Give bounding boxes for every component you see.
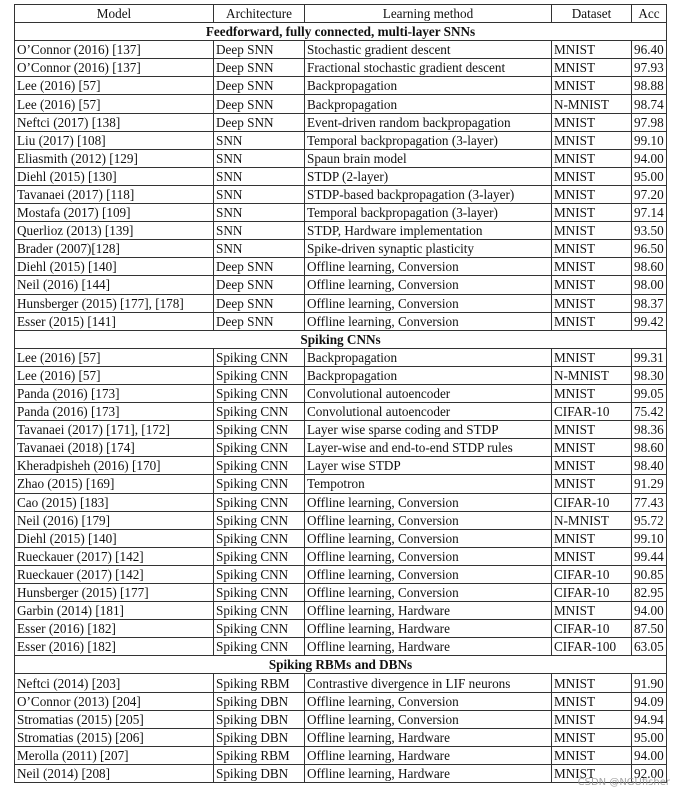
cell-model: Mostafa (2017) [109]: [15, 204, 214, 222]
section-header-row: [15, 330, 667, 348]
cell-acc: 94.09: [632, 692, 667, 710]
cell-architecture: SNN: [214, 204, 305, 222]
table-row: [15, 457, 667, 475]
table-row: [15, 294, 667, 312]
cell-dataset: MNIST: [552, 475, 632, 493]
table-row: [15, 547, 667, 565]
cell-dataset: MNIST: [552, 204, 632, 222]
cell-model: Lee (2016) [57]: [15, 366, 214, 384]
cell-learning-method: Backpropagation: [305, 95, 552, 113]
cell-dataset: MNIST: [552, 113, 632, 131]
cell-learning-method: STDP-based backpropagation (3-layer): [305, 185, 552, 203]
cell-model: Liu (2017) [108]: [15, 131, 214, 149]
cell-architecture: Spiking DBN: [214, 728, 305, 746]
cell-architecture: Spiking CNN: [214, 638, 305, 656]
section-title: Spiking CNNs: [15, 330, 667, 348]
table-row: [15, 204, 667, 222]
cell-model: Lee (2016) [57]: [15, 95, 214, 113]
cell-dataset: CIFAR-10: [552, 620, 632, 638]
cell-architecture: Spiking RBM: [214, 746, 305, 764]
cell-acc: 98.36: [632, 421, 667, 439]
cell-model: Querlioz (2013) [139]: [15, 222, 214, 240]
table-row: [15, 222, 667, 240]
cell-learning-method: Backpropagation: [305, 366, 552, 384]
cell-dataset: CIFAR-10: [552, 493, 632, 511]
cell-architecture: SNN: [214, 167, 305, 185]
cell-learning-method: Convolutional autoencoder: [305, 403, 552, 421]
cell-acc: 90.85: [632, 565, 667, 583]
cell-architecture: SNN: [214, 185, 305, 203]
cell-model: Tavanaei (2017) [171], [172]: [15, 421, 214, 439]
header-dataset: Dataset: [552, 5, 632, 23]
cell-acc: 75.42: [632, 403, 667, 421]
cell-learning-method: Contrastive divergence in LIF neurons: [305, 674, 552, 692]
cell-model: Kheradpisheh (2016) [170]: [15, 457, 214, 475]
cell-dataset: N-MNIST: [552, 95, 632, 113]
cell-learning-method: Offline learning, Hardware: [305, 602, 552, 620]
cell-architecture: Spiking CNN: [214, 457, 305, 475]
cell-dataset: MNIST: [552, 674, 632, 692]
cell-model: Merolla (2011) [207]: [15, 746, 214, 764]
cell-dataset: MNIST: [552, 421, 632, 439]
cell-learning-method: Tempotron: [305, 475, 552, 493]
cell-learning-method: Temporal backpropagation (3-layer): [305, 204, 552, 222]
cell-acc: 87.50: [632, 620, 667, 638]
cell-learning-method: Offline learning, Hardware: [305, 638, 552, 656]
cell-acc: 96.40: [632, 41, 667, 59]
cell-learning-method: Offline learning, Conversion: [305, 511, 552, 529]
table-row: [15, 584, 667, 602]
cell-dataset: MNIST: [552, 276, 632, 294]
cell-dataset: MNIST: [552, 149, 632, 167]
table-row: [15, 348, 667, 366]
cell-model: Esser (2015) [141]: [15, 312, 214, 330]
cell-architecture: Deep SNN: [214, 77, 305, 95]
cell-acc: 98.00: [632, 276, 667, 294]
cell-architecture: Deep SNN: [214, 276, 305, 294]
cell-model: Panda (2016) [173]: [15, 403, 214, 421]
table-row: [15, 529, 667, 547]
cell-learning-method: Offline learning, Conversion: [305, 258, 552, 276]
cell-model: Neil (2016) [144]: [15, 276, 214, 294]
cell-acc: 94.94: [632, 710, 667, 728]
cell-learning-method: Offline learning, Conversion: [305, 493, 552, 511]
cell-dataset: MNIST: [552, 728, 632, 746]
cell-acc: 99.10: [632, 529, 667, 547]
header-model: Model: [15, 5, 214, 23]
cell-acc: 98.40: [632, 457, 667, 475]
cell-dataset: MNIST: [552, 240, 632, 258]
section-header-row: [15, 656, 667, 674]
table-row: [15, 565, 667, 583]
cell-dataset: MNIST: [552, 222, 632, 240]
cell-learning-method: Offline learning, Conversion: [305, 294, 552, 312]
cell-dataset: CIFAR-100: [552, 638, 632, 656]
cell-dataset: MNIST: [552, 348, 632, 366]
cell-dataset: CIFAR-10: [552, 403, 632, 421]
table-row: [15, 131, 667, 149]
cell-learning-method: Layer wise sparse coding and STDP: [305, 421, 552, 439]
cell-dataset: MNIST: [552, 457, 632, 475]
cell-model: Tavanaei (2017) [118]: [15, 185, 214, 203]
cell-model: Diehl (2015) [130]: [15, 167, 214, 185]
cell-dataset: MNIST: [552, 746, 632, 764]
cell-architecture: Spiking CNN: [214, 366, 305, 384]
cell-architecture: SNN: [214, 222, 305, 240]
section-title: Spiking RBMs and DBNs: [15, 656, 667, 674]
cell-dataset: MNIST: [552, 258, 632, 276]
cell-model: O’Connor (2016) [137]: [15, 59, 214, 77]
cell-acc: 98.88: [632, 77, 667, 95]
cell-learning-method: Offline learning, Hardware: [305, 764, 552, 782]
cell-architecture: Spiking CNN: [214, 493, 305, 511]
cell-acc: 99.05: [632, 384, 667, 402]
table-row: [15, 149, 667, 167]
cell-acc: 97.93: [632, 59, 667, 77]
table-row: [15, 493, 667, 511]
cell-architecture: Deep SNN: [214, 312, 305, 330]
cell-architecture: Deep SNN: [214, 95, 305, 113]
cell-acc: 99.42: [632, 312, 667, 330]
cell-model: Garbin (2014) [181]: [15, 602, 214, 620]
cell-acc: 63.05: [632, 638, 667, 656]
cell-acc: 98.37: [632, 294, 667, 312]
table-row: [15, 710, 667, 728]
cell-learning-method: Offline learning, Conversion: [305, 584, 552, 602]
cell-model: O’Connor (2013) [204]: [15, 692, 214, 710]
cell-dataset: N-MNIST: [552, 511, 632, 529]
cell-model: Neftci (2017) [138]: [15, 113, 214, 131]
cell-model: Rueckauer (2017) [142]: [15, 565, 214, 583]
cell-architecture: Spiking DBN: [214, 710, 305, 728]
table-row: [15, 41, 667, 59]
cell-dataset: N-MNIST: [552, 366, 632, 384]
table-row: [15, 59, 667, 77]
cell-architecture: Spiking CNN: [214, 384, 305, 402]
cell-acc: 93.50: [632, 222, 667, 240]
cell-model: Cao (2015) [183]: [15, 493, 214, 511]
cell-architecture: Deep SNN: [214, 294, 305, 312]
table-row: [15, 602, 667, 620]
cell-model: Diehl (2015) [140]: [15, 529, 214, 547]
cell-learning-method: Stochastic gradient descent: [305, 41, 552, 59]
cell-architecture: Spiking RBM: [214, 674, 305, 692]
cell-dataset: MNIST: [552, 764, 632, 782]
cell-architecture: Spiking CNN: [214, 439, 305, 457]
cell-learning-method: Offline learning, Hardware: [305, 620, 552, 638]
cell-dataset: MNIST: [552, 185, 632, 203]
cell-model: Lee (2016) [57]: [15, 77, 214, 95]
cell-model: Tavanaei (2018) [174]: [15, 439, 214, 457]
table-row: [15, 638, 667, 656]
cell-learning-method: Temporal backpropagation (3-layer): [305, 131, 552, 149]
cell-learning-method: Backpropagation: [305, 77, 552, 95]
cell-acc: 98.60: [632, 439, 667, 457]
cell-acc: 94.00: [632, 746, 667, 764]
table-row: [15, 113, 667, 131]
cell-architecture: Deep SNN: [214, 41, 305, 59]
cell-dataset: MNIST: [552, 710, 632, 728]
cell-acc: 95.72: [632, 511, 667, 529]
cell-dataset: MNIST: [552, 77, 632, 95]
cell-acc: 82.95: [632, 584, 667, 602]
cell-dataset: CIFAR-10: [552, 584, 632, 602]
cell-model: Brader (2007)[128]: [15, 240, 214, 258]
cell-model: Hunsberger (2015) [177]: [15, 584, 214, 602]
cell-dataset: CIFAR-10: [552, 565, 632, 583]
cell-model: Esser (2016) [182]: [15, 620, 214, 638]
cell-model: O’Connor (2016) [137]: [15, 41, 214, 59]
section-header-row: [15, 23, 667, 41]
cell-dataset: MNIST: [552, 384, 632, 402]
cell-acc: 97.98: [632, 113, 667, 131]
cell-acc: 97.14: [632, 204, 667, 222]
table-row: [15, 674, 667, 692]
section-title: Feedforward, fully connected, multi-layer SNNs: [15, 23, 667, 41]
cell-acc: 95.00: [632, 728, 667, 746]
cell-dataset: MNIST: [552, 529, 632, 547]
cell-dataset: MNIST: [552, 294, 632, 312]
snn-results-table: [14, 4, 667, 783]
cell-dataset: MNIST: [552, 439, 632, 457]
cell-architecture: Spiking CNN: [214, 348, 305, 366]
cell-architecture: SNN: [214, 240, 305, 258]
table-row: [15, 276, 667, 294]
table-row: [15, 77, 667, 95]
cell-model: Stromatias (2015) [205]: [15, 710, 214, 728]
cell-architecture: Spiking CNN: [214, 547, 305, 565]
header-acc: Acc: [632, 5, 667, 23]
table-row: [15, 692, 667, 710]
cell-model: Panda (2016) [173]: [15, 384, 214, 402]
table-row: [15, 366, 667, 384]
cell-dataset: MNIST: [552, 41, 632, 59]
cell-architecture: Deep SNN: [214, 258, 305, 276]
table-row: [15, 312, 667, 330]
cell-learning-method: Event-driven random backpropagation: [305, 113, 552, 131]
cell-learning-method: Spaun brain model: [305, 149, 552, 167]
table-row: [15, 475, 667, 493]
cell-acc: 97.20: [632, 185, 667, 203]
table-row: [15, 240, 667, 258]
cell-dataset: MNIST: [552, 602, 632, 620]
cell-dataset: MNIST: [552, 167, 632, 185]
table-row: [15, 511, 667, 529]
cell-learning-method: Offline learning, Conversion: [305, 565, 552, 583]
cell-architecture: Deep SNN: [214, 113, 305, 131]
cell-learning-method: Offline learning, Conversion: [305, 692, 552, 710]
header-architecture: Architecture: [214, 5, 305, 23]
watermark: CSDN @NGUfisher: [577, 777, 670, 788]
table-row: [15, 258, 667, 276]
cell-learning-method: Offline learning, Conversion: [305, 312, 552, 330]
cell-model: Hunsberger (2015) [177], [178]: [15, 294, 214, 312]
cell-acc: 98.60: [632, 258, 667, 276]
table-row: [15, 764, 667, 782]
table-body: [15, 23, 667, 783]
cell-learning-method: STDP (2-layer): [305, 167, 552, 185]
table-row: [15, 728, 667, 746]
cell-acc: 92.00: [632, 764, 667, 782]
cell-learning-method: Offline learning, Conversion: [305, 547, 552, 565]
cell-acc: 95.00: [632, 167, 667, 185]
header-row: [15, 5, 667, 23]
cell-architecture: Spiking DBN: [214, 764, 305, 782]
cell-architecture: Spiking CNN: [214, 403, 305, 421]
table-row: [15, 384, 667, 402]
cell-acc: 99.44: [632, 547, 667, 565]
cell-learning-method: Offline learning, Conversion: [305, 529, 552, 547]
cell-learning-method: Backpropagation: [305, 348, 552, 366]
cell-model: Rueckauer (2017) [142]: [15, 547, 214, 565]
cell-model: Zhao (2015) [169]: [15, 475, 214, 493]
cell-learning-method: Fractional stochastic gradient descent: [305, 59, 552, 77]
cell-acc: 99.31: [632, 348, 667, 366]
cell-acc: 94.00: [632, 149, 667, 167]
cell-learning-method: Offline learning, Conversion: [305, 276, 552, 294]
cell-learning-method: Layer wise STDP: [305, 457, 552, 475]
header-learning-method: Learning method: [305, 5, 552, 23]
cell-architecture: Spiking CNN: [214, 620, 305, 638]
cell-dataset: MNIST: [552, 547, 632, 565]
cell-dataset: MNIST: [552, 131, 632, 149]
cell-acc: 91.90: [632, 674, 667, 692]
table-row: [15, 185, 667, 203]
cell-model: Neil (2016) [179]: [15, 511, 214, 529]
cell-architecture: Spiking CNN: [214, 529, 305, 547]
cell-learning-method: Offline learning, Hardware: [305, 728, 552, 746]
cell-learning-method: Spike-driven synaptic plasticity: [305, 240, 552, 258]
cell-acc: 94.00: [632, 602, 667, 620]
cell-architecture: Spiking CNN: [214, 602, 305, 620]
cell-architecture: Deep SNN: [214, 59, 305, 77]
cell-model: Diehl (2015) [140]: [15, 258, 214, 276]
cell-model: Neftci (2014) [203]: [15, 674, 214, 692]
cell-model: Esser (2016) [182]: [15, 638, 214, 656]
table-row: [15, 620, 667, 638]
cell-acc: 98.30: [632, 366, 667, 384]
cell-architecture: SNN: [214, 131, 305, 149]
cell-learning-method: Offline learning, Hardware: [305, 746, 552, 764]
table-row: [15, 167, 667, 185]
cell-architecture: Spiking CNN: [214, 584, 305, 602]
cell-acc: 77.43: [632, 493, 667, 511]
cell-dataset: MNIST: [552, 692, 632, 710]
cell-architecture: Spiking CNN: [214, 511, 305, 529]
cell-architecture: Spiking CNN: [214, 565, 305, 583]
cell-learning-method: Offline learning, Conversion: [305, 710, 552, 728]
cell-acc: 99.10: [632, 131, 667, 149]
cell-learning-method: Convolutional autoencoder: [305, 384, 552, 402]
cell-model: Eliasmith (2012) [129]: [15, 149, 214, 167]
cell-learning-method: Layer-wise and end-to-end STDP rules: [305, 439, 552, 457]
cell-model: Neil (2014) [208]: [15, 764, 214, 782]
table-row: [15, 421, 667, 439]
table-row: [15, 746, 667, 764]
cell-acc: 91.29: [632, 475, 667, 493]
cell-acc: 98.74: [632, 95, 667, 113]
cell-dataset: MNIST: [552, 312, 632, 330]
cell-model: Stromatias (2015) [206]: [15, 728, 214, 746]
cell-learning-method: STDP, Hardware implementation: [305, 222, 552, 240]
table-row: [15, 95, 667, 113]
cell-acc: 96.50: [632, 240, 667, 258]
cell-architecture: SNN: [214, 149, 305, 167]
results-table-container: [14, 4, 667, 783]
cell-model: Lee (2016) [57]: [15, 348, 214, 366]
cell-architecture: Spiking CNN: [214, 475, 305, 493]
cell-dataset: MNIST: [552, 59, 632, 77]
cell-architecture: Spiking DBN: [214, 692, 305, 710]
table-row: [15, 439, 667, 457]
table-row: [15, 403, 667, 421]
cell-architecture: Spiking CNN: [214, 421, 305, 439]
